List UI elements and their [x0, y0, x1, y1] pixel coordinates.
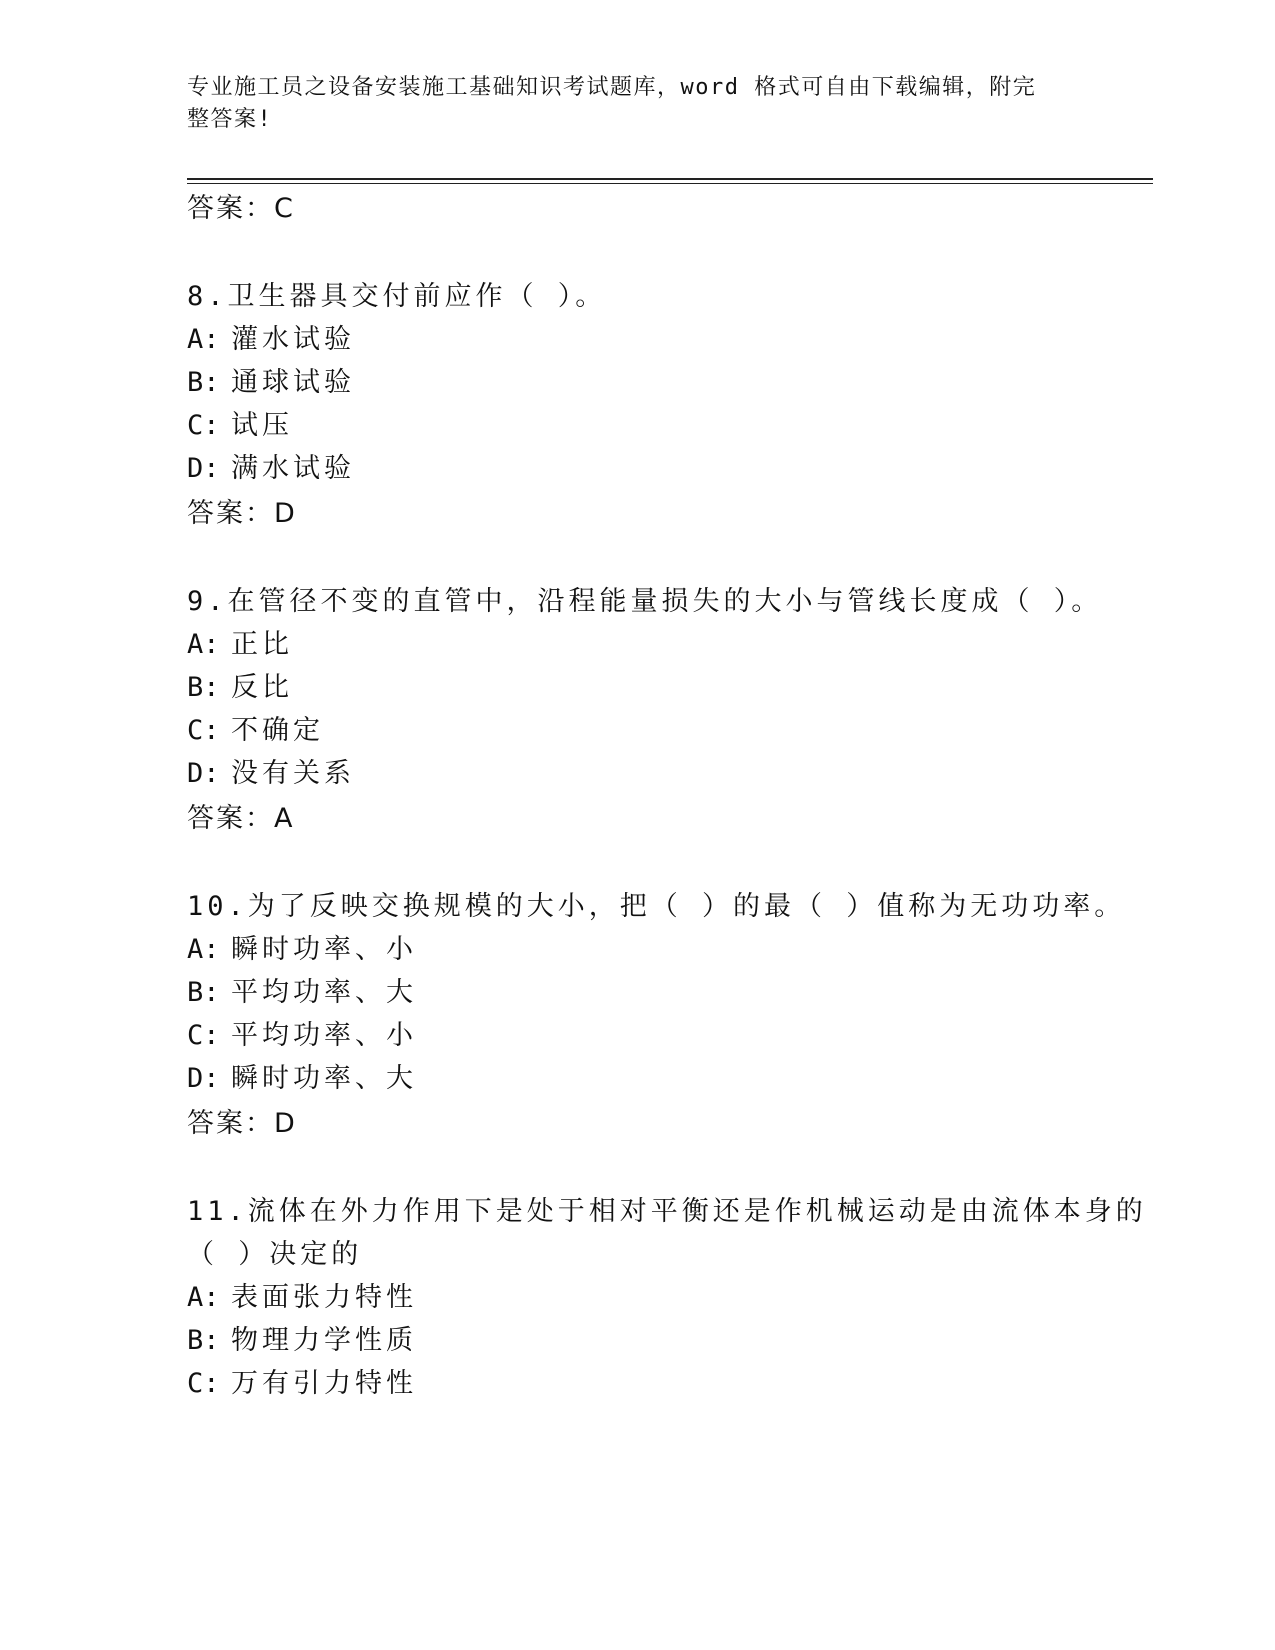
option-letter: B: — [187, 977, 220, 1008]
option-d — [187, 757, 355, 791]
option-text: 平均功率、小 — [231, 1020, 417, 1051]
header-line-2: 整答案! — [187, 107, 273, 132]
question-stem: 11.流体在外力作用下是处于相对平衡还是作机械运动是由流体本身的 — [187, 1196, 1147, 1227]
option-c — [187, 1019, 417, 1053]
option-text: 反比 — [231, 672, 293, 703]
header-divider-thin — [187, 183, 1153, 184]
option-letter: A: — [187, 629, 220, 660]
option-text: 平均功率、大 — [231, 977, 417, 1008]
option-text: 没有关系 — [231, 758, 355, 789]
answer-previous: 答案：C — [187, 193, 295, 224]
option-a — [187, 323, 355, 357]
answer: 答案：D — [187, 498, 297, 529]
option-text: 表面张力特性 — [231, 1282, 417, 1313]
option-a — [187, 628, 293, 662]
option-letter: D: — [187, 758, 220, 789]
option-letter: B: — [187, 367, 220, 398]
option-letter: D: — [187, 453, 220, 484]
option-c — [187, 409, 293, 443]
question-stem-continued: （ ）决定的 — [187, 1239, 363, 1270]
option-text: 不确定 — [231, 715, 324, 746]
header-divider-thick — [187, 178, 1153, 180]
option-b — [187, 671, 293, 705]
option-text: 瞬时功率、大 — [231, 1063, 417, 1094]
page-header — [187, 72, 1067, 136]
option-letter: B: — [187, 1325, 220, 1356]
option-letter: B: — [187, 672, 220, 703]
option-c — [187, 714, 324, 748]
option-c — [187, 1367, 417, 1401]
question-stem: 8.卫生器具交付前应作（ ）。 — [187, 281, 607, 312]
answer: 答案：A — [187, 803, 295, 834]
answer: 答案：D — [187, 1108, 297, 1139]
option-d — [187, 1062, 417, 1096]
option-text: 万有引力特性 — [231, 1368, 417, 1399]
option-text: 正比 — [231, 629, 293, 660]
option-text: 通球试验 — [231, 367, 355, 398]
option-letter: A: — [187, 324, 220, 355]
option-letter: C: — [187, 1368, 220, 1399]
option-letter: A: — [187, 1282, 220, 1313]
header-line-1: 专业施工员之设备安装施工基础知识考试题库，word 格式可自由下载编辑，附完 — [187, 75, 1037, 100]
option-a — [187, 933, 417, 967]
option-letter: C: — [187, 410, 220, 441]
option-letter: A: — [187, 934, 220, 965]
option-text: 瞬时功率、小 — [231, 934, 417, 965]
option-text: 物理力学性质 — [231, 1325, 417, 1356]
option-b — [187, 366, 355, 400]
option-a — [187, 1281, 417, 1315]
option-text: 试压 — [231, 410, 293, 441]
question-stem: 10.为了反映交换规模的大小，把（ ）的最（ ）值称为无功功率。 — [187, 891, 1126, 922]
option-text: 满水试验 — [231, 453, 355, 484]
option-letter: C: — [187, 715, 220, 746]
option-d — [187, 452, 355, 486]
question-stem: 9.在管径不变的直管中，沿程能量损失的大小与管线长度成（ ）。 — [187, 586, 1103, 617]
option-b — [187, 1324, 417, 1358]
option-text: 灌水试验 — [231, 324, 355, 355]
option-letter: C: — [187, 1020, 220, 1051]
option-letter: D: — [187, 1063, 220, 1094]
option-b — [187, 976, 417, 1010]
